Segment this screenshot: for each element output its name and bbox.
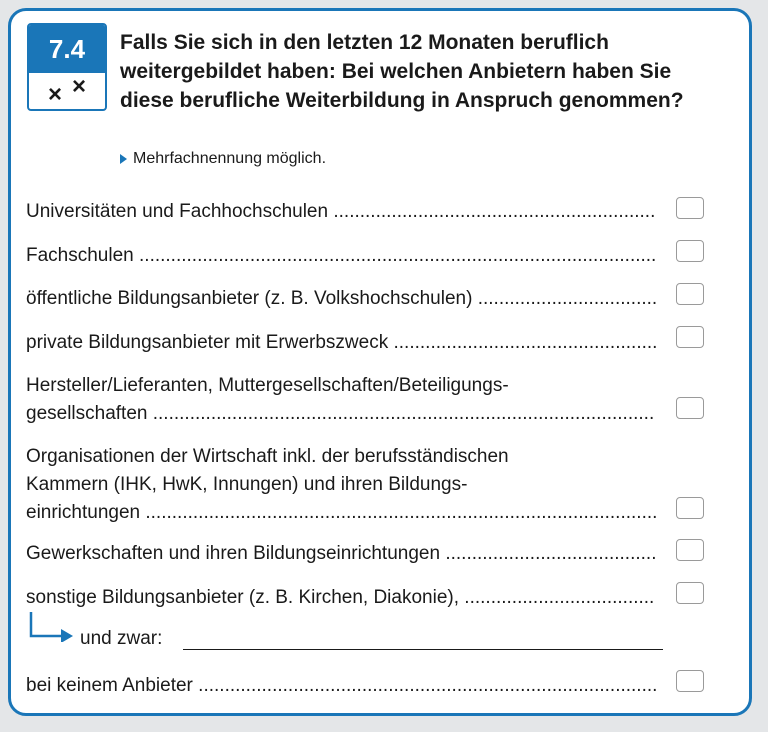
other-specify-label: und zwar:: [80, 628, 163, 649]
arrow-right-icon: [28, 612, 76, 642]
checkbox-fachschulen[interactable]: [676, 240, 704, 262]
checkbox-no-provider[interactable]: [676, 670, 704, 692]
option-label-other-providers: sonstige Bildungsanbieter (z. B. Kirchen, Diakonie), .....: [26, 584, 656, 612]
question-hint: [120, 150, 326, 168]
cross-mark-icon: ×: [47, 81, 62, 108]
option-label-trade-unions: Gewerkschaften und ihren Bildungseinrichtungen .....: [26, 540, 656, 568]
checkbox-trade-unions[interactable]: [676, 539, 704, 561]
checkbox-manufacturers[interactable]: [676, 397, 704, 419]
cross-mark-icon: ×: [72, 73, 87, 100]
checkbox-public-providers[interactable]: [676, 283, 704, 305]
checkbox-private-providers[interactable]: [676, 326, 704, 348]
option-label-manufacturers: Hersteller/Lieferanten, Muttergesellschaften/Beteiligungs- gesellschaften .....: [26, 372, 656, 428]
hint-text: Mehrfachnennung möglich.: [133, 150, 327, 167]
question-title: Falls Sie sich in den letzten 12 Monaten beruflich weitergebildet haben: Bei welchen Anbietern haben Sie diese berufliche Weiterbildung in Anspruch genommen?: [120, 31, 684, 112]
checkbox-other-providers[interactable]: [676, 582, 704, 604]
option-label-universities: Universitäten und Fachhochschulen .....: [26, 198, 656, 226]
other-specify-input[interactable]: [183, 649, 663, 650]
checkbox-business-organisations[interactable]: [676, 497, 704, 519]
question-number: 7.4: [29, 25, 105, 73]
option-label-fachschulen: Fachschulen .....: [26, 242, 656, 270]
option-label-no-provider: bei keinem Anbieter .....: [26, 672, 656, 700]
option-label-private-providers: private Bildungsanbieter mit Erwerbszweck .....: [26, 329, 656, 357]
option-label-business-organisations: Organisationen der Wirtschaft inkl. der berufsständischen Kammern (IHK, HwK, Innungen) und ihren Bildungs- einrichtungen .....: [26, 443, 656, 527]
option-label-public-providers: öffentliche Bildungsanbieter (z. B. Volkshochschulen) .....: [26, 285, 656, 313]
checkbox-universities[interactable]: [676, 197, 704, 219]
question-number-box: [27, 23, 107, 111]
triangle-bullet-icon: [120, 154, 127, 164]
multiple-choice-marks: [29, 73, 105, 109]
